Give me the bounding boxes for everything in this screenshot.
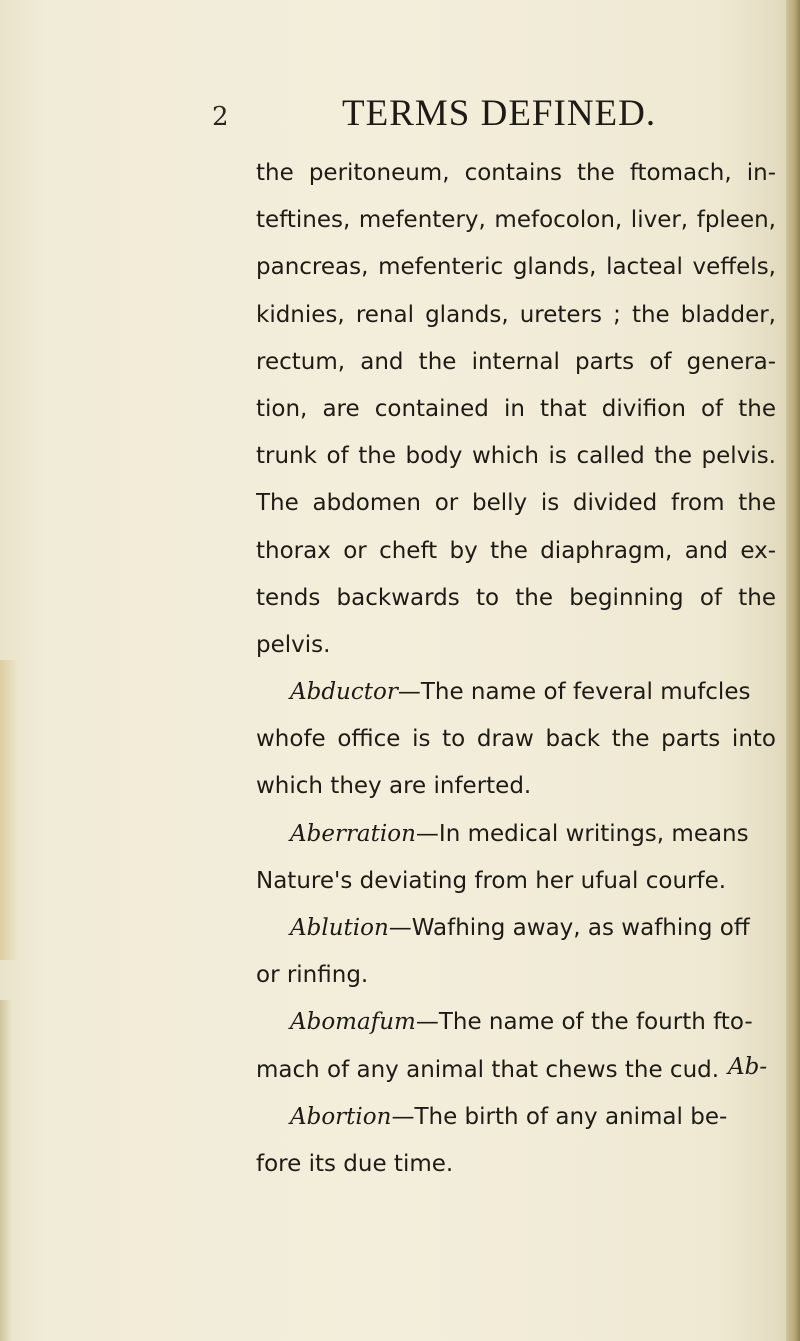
text-line: which they are inferted. [256,773,532,800]
entry-term: Aberration [290,820,416,847]
entry-term: Abortion [290,1103,392,1130]
entry-abductor [256,669,776,716]
page-header [212,88,657,138]
text-line: tion, are contained in that divifion of the [256,395,776,422]
entry-dash: — [415,820,439,847]
entry-dash: — [391,1103,415,1130]
text-line: trunk of the body which is called the pelvis. [256,443,776,470]
text-line: The abdomen or belly is divided from the [256,490,776,517]
entry-abortion [256,1094,776,1141]
text-line: teftines, mefentery, mefocolon, liver, fpleen, [256,207,776,234]
page-edge-shadow [786,0,800,1341]
text-line: thorax or cheft by the diaphragm, and ex- [256,537,776,564]
entry-definition: Wafhing away, as wafhing off [411,915,750,941]
text-line: rectum, and the internal parts of genera- [256,348,776,375]
entry-ablution [256,905,776,952]
text-line: or rinfing. [256,962,369,989]
entry-dash: — [415,1009,439,1036]
text-line: mach of any animal that chews the cud. [256,1056,720,1083]
text-line: Nature's deviating from her ufual courfe. [256,867,727,894]
text-line: the peritoneum, contains the ftomach, in- [256,160,776,186]
entry-term: Abomafum [290,1009,416,1036]
entry-definition: The birth of any animal be- [414,1103,728,1130]
entry-dash: — [397,679,421,706]
body-text [256,150,776,1188]
entry-definition: The name of the fourth fto- [438,1009,753,1036]
entry-term: Ablution [290,915,389,941]
page-stain-lower [0,1000,12,1341]
entry-definition: In medical writings, means [438,820,749,847]
page-number: 2 [212,102,229,132]
entry-abomafum [256,999,776,1046]
catchword: Ab- [728,1054,768,1080]
text-line: pancreas, mefenteric glands, lacteal veffels, [256,254,776,281]
page-stain [0,660,18,960]
text-line: kidnies, renal glands, ureters ; the bladder, [256,301,776,328]
text-line: pelvis. [256,631,331,658]
text-line: tends backwards to the beginning of the [256,584,776,611]
running-head: TERMS DEFINED. [342,93,657,134]
entry-aberration [256,811,776,858]
text-line: fore its due time. [256,1150,454,1177]
text-line: whofe office is to draw back the parts into [256,726,776,753]
entry-dash: — [388,915,412,941]
entry-definition: The name of feveral mufcles [420,679,751,706]
entry-term: Abductor [290,679,398,706]
